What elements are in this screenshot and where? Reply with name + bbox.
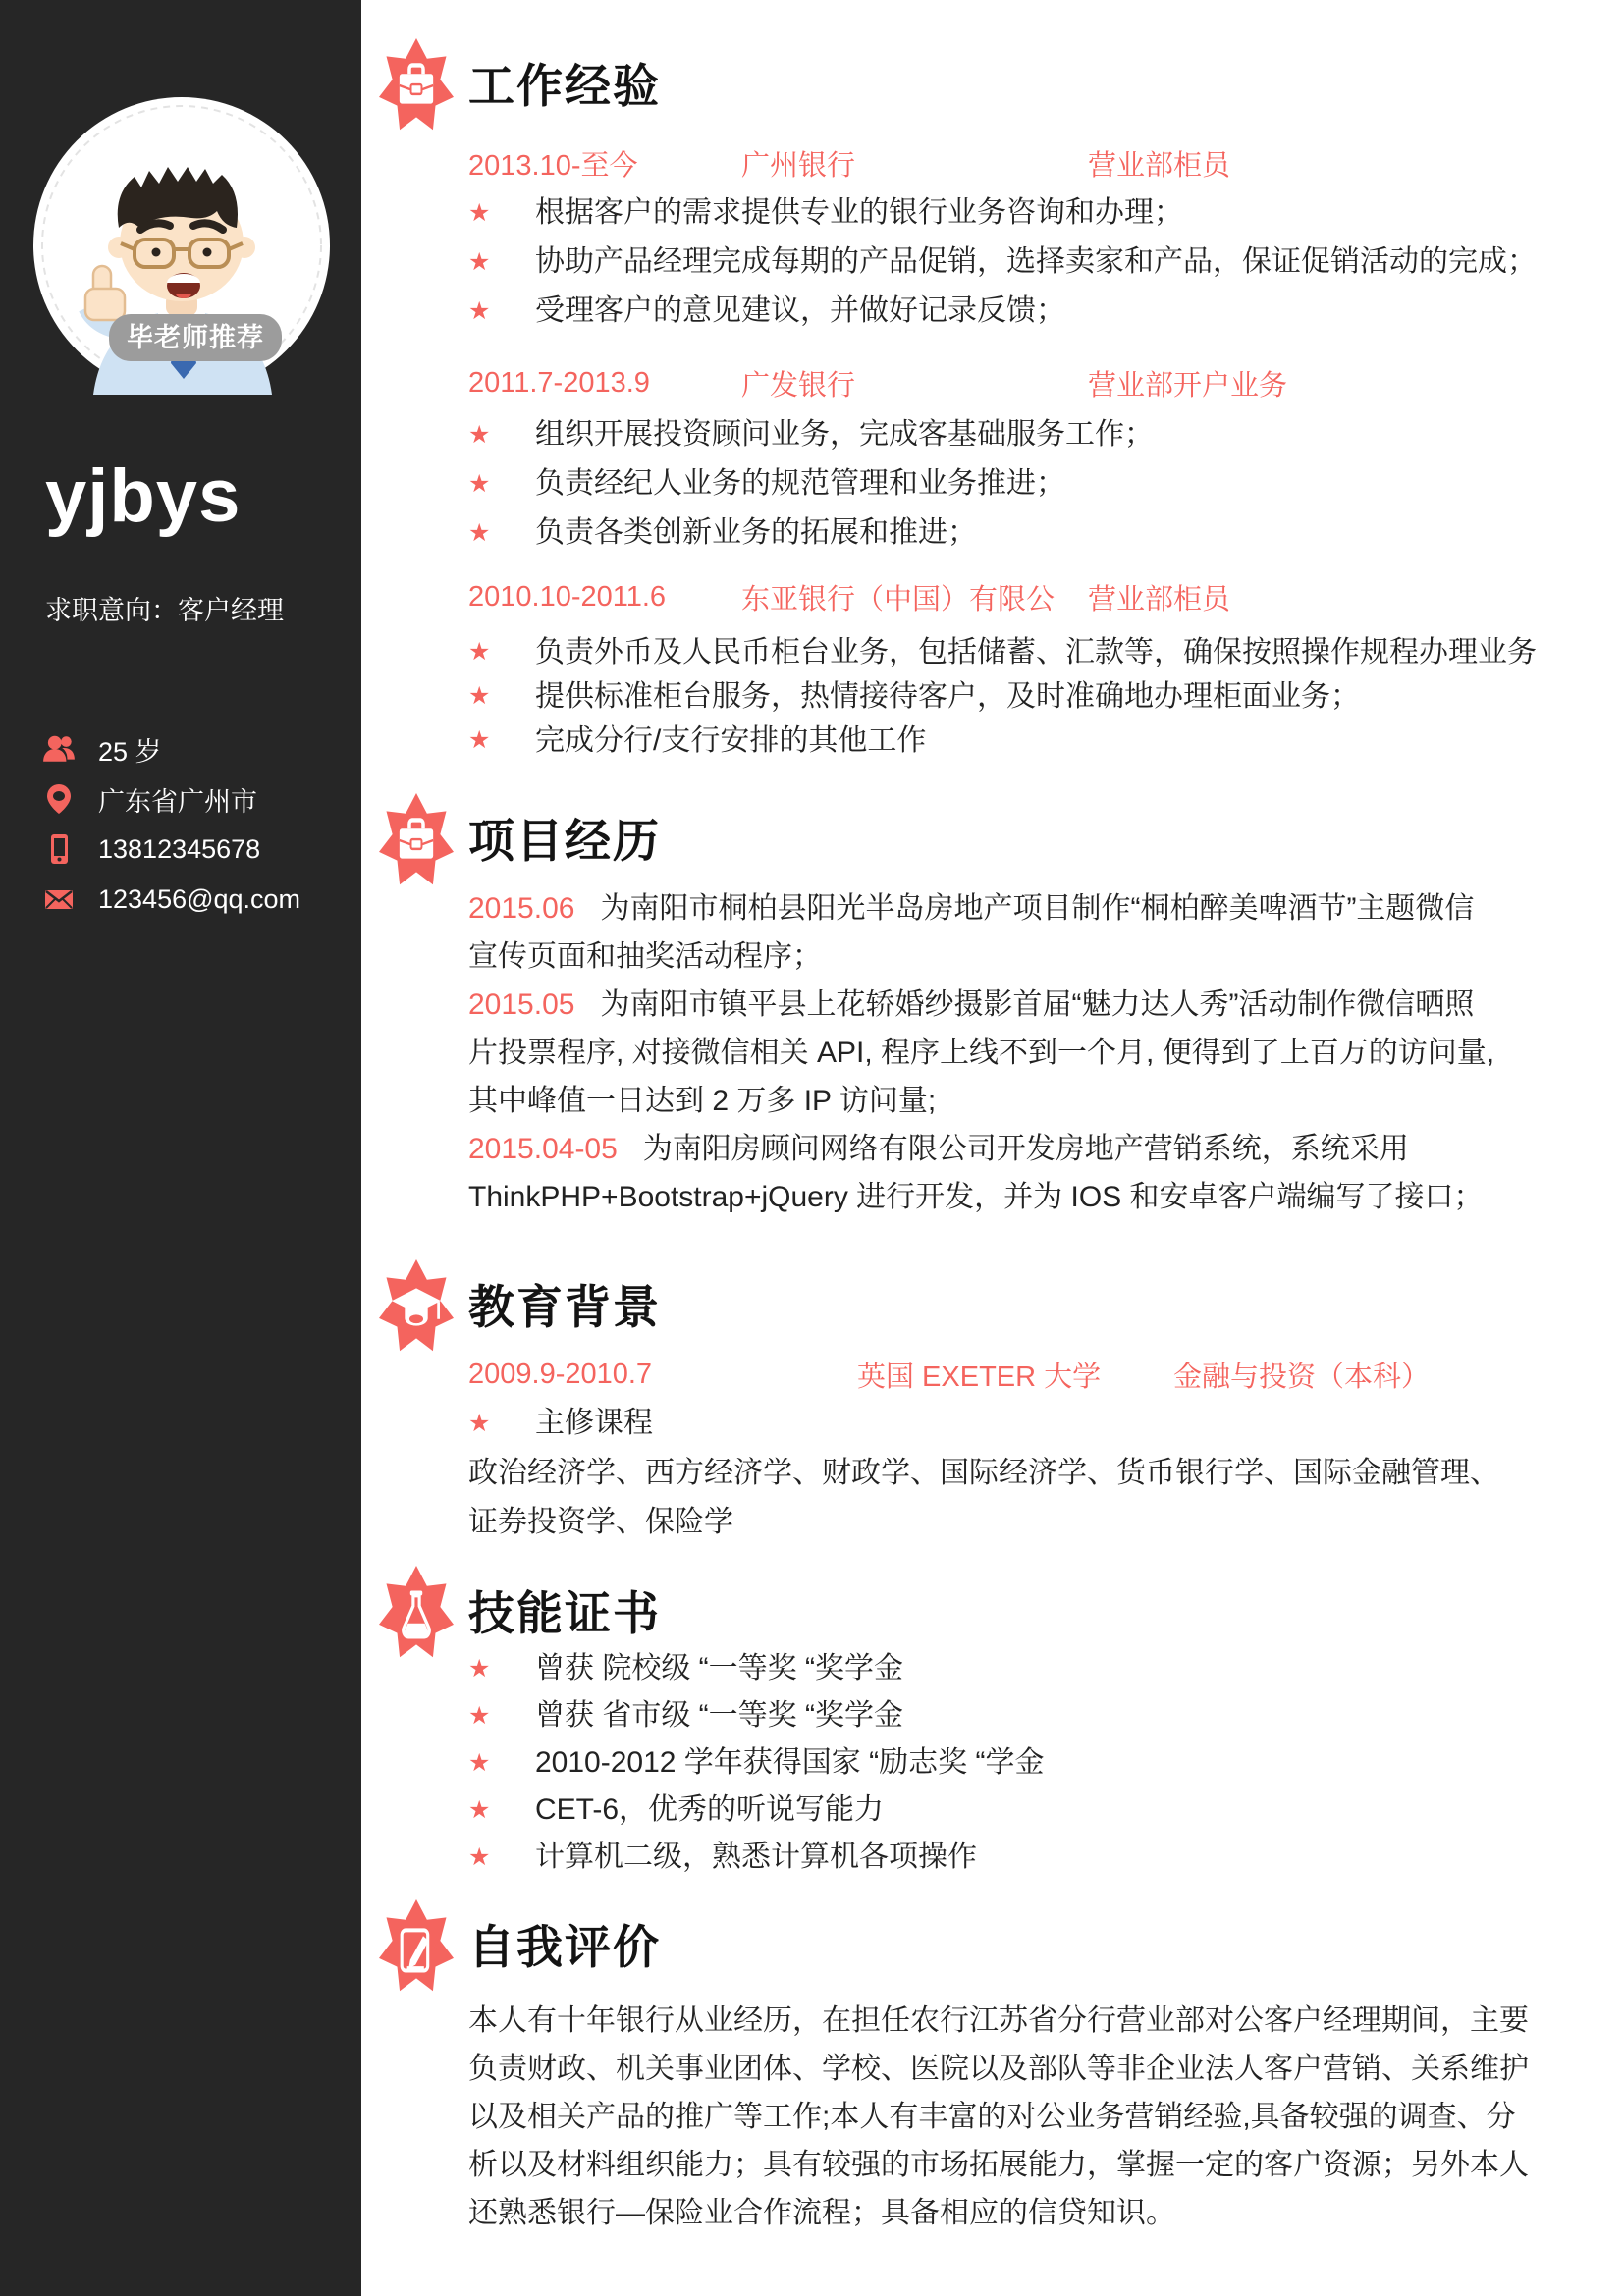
candidate-name: yjbys [45,454,242,538]
bullet-item [468,508,1600,558]
bullet-text: 根据客户的需求提供专业的银行业务咨询和办理； [535,196,1183,229]
bullet-text: 计算机二级，熟悉计算机各项操作 [535,1841,977,1873]
project-list [468,884,1600,1221]
star-bullet-icon: ★ [468,297,491,325]
project-text: 为南阳市桐柏县阳光半岛房地产项目制作“桐柏醉美啤酒节”主题微信 [600,892,1475,925]
section-self-evaluation [468,1916,1600,2237]
phone-icon [39,830,79,868]
section-title-education: 教育背景 [468,1281,661,1333]
education-period: 2009.9-2010.7 [468,1358,653,1390]
section-work-experience [468,55,1600,763]
evaluation-line: 本人有十年银行从业经历，在担任农行江苏省分行营业部对公客户经理期间，主要 [468,2004,1529,2037]
briefcase-badge-icon [378,793,455,889]
bullet-text: 负责各类创新业务的拓展和推进； [535,516,977,549]
job-role: 营业部开户业务 [1088,369,1288,401]
bullet-text: 受理客户的意见建议，并做好记录反馈； [535,294,1065,327]
education-header-row [468,1355,1600,1394]
star-bullet-icon: ★ [468,421,491,449]
job-role: 营业部柜员 [1088,149,1231,182]
job-company: 广州银行 [741,149,856,182]
star-bullet-icon: ★ [468,638,491,666]
course-line: 政治经济学、西方经济学、财政学、国际经济学、货币银行学、国际金融管理、 [468,1457,1499,1489]
star-bullet-icon: ★ [468,1410,491,1437]
bullet-item [468,674,1600,719]
project-period: 2015.05 [468,988,575,1021]
project-line: 其中峰值一日达到 2 万多 IP 访问量; [468,1085,937,1117]
contact-phone: 13812345678 [98,833,261,864]
star-bullet-icon: ★ [468,519,491,547]
bullet-text: 曾获 院校级 “一等奖 “奖学金 [535,1652,903,1684]
bullet-text: 组织开展投资顾问业务，完成客基础服务工作； [535,418,1154,451]
bullet-item [468,1645,1600,1692]
contact-age: 25 岁 [98,736,162,767]
star-bullet-icon: ★ [468,1702,491,1730]
job-header-row [468,143,1600,183]
project-period: 2015.06 [468,892,575,925]
contact-email: 123456@qq.com [98,883,301,914]
bullet-text: 完成分行/支行安排的其他工作 [535,724,927,757]
contact-row-email [39,881,300,918]
education-school: 英国 EXETER 大学 [857,1361,1102,1393]
work-section-header [468,55,1600,118]
job-company: 广发银行 [741,369,856,401]
graduation-cap-badge-icon [378,1259,455,1356]
skills-section-header [468,1582,1600,1645]
avatar [32,96,331,395]
bullet-item [468,1787,1600,1834]
bullet-text: 负责外币及人民币柜台业务，包括储蓄、汇款等，确保按照操作规程办理业务 [535,636,1537,668]
project-text: 为南阳市镇平县上花轿婚纱摄影首届“魅力达人秀”活动制作微信晒照 [600,988,1475,1021]
star-bullet-icon: ★ [468,682,491,710]
job-role: 营业部柜员 [1088,583,1231,615]
job-intention: 求职意向：客户经理 [45,596,284,625]
contact-list [39,730,300,931]
project-line [468,1125,1600,1173]
bullet-item [468,630,1600,674]
star-bullet-icon: ★ [468,1749,491,1777]
bullet-text: 负责经纪人业务的规范管理和业务推进； [535,467,1065,500]
project-text: 为南阳房顾问网络有限公司开发房地产营销系统，系统采用 [642,1133,1409,1165]
pencil-note-badge-icon [378,1899,455,1996]
section-education [468,1276,1600,1547]
star-bullet-icon: ★ [468,726,491,754]
evaluation-line: 以及相关产品的推广等工作;本人有丰富的对公业务营销经验,具备较强的调查、分 [468,2101,1516,2133]
resume-body [361,0,1624,2296]
bullet-text: 协助产品经理完成每期的产品促销，选择卖家和产品，保证促销活动的完成； [535,245,1537,278]
section-title-work: 工作经验 [468,60,661,112]
bullet-item [468,188,1600,238]
project-line: 宣传页面和抽奖活动程序； [468,940,822,973]
course-list [468,1449,1600,1547]
contact-location: 广东省广州市 [98,786,257,817]
job-bullet-list [468,410,1600,558]
flask-badge-icon [378,1566,455,1662]
project-line [468,884,1600,933]
education-section-header [468,1276,1600,1339]
job-company: 东亚银行（中国）有限公 [741,583,1056,615]
contact-row-age [39,730,300,768]
job-period: 2011.7-2013.9 [468,366,650,399]
bullet-item [468,238,1600,287]
evaluation-line: 析以及材料组织能力；具有较强的市场拓展能力，掌握一定的客户资源；另外本人 [468,2149,1529,2181]
section-skills [468,1582,1600,1881]
avatar-ribbon-badge: 毕老师推荐 [109,314,282,361]
education-courses-label: 主修课程 [535,1407,653,1439]
bullet-text: 曾获 省市级 “一等奖 “奖学金 [535,1699,903,1732]
education-degree: 金融与投资（本科） [1173,1361,1431,1393]
star-bullet-icon: ★ [468,1843,491,1871]
bullet-item [468,410,1600,459]
section-projects [468,810,1600,1221]
project-line: 片投票程序, 对接微信相关 API, 程序上线不到一个月, 便得到了上百万的访问量, [468,1037,1495,1069]
bullet-item [468,287,1600,336]
job-header-row [468,363,1600,402]
job-header-row [468,577,1600,616]
job-bullet-list [468,188,1600,336]
star-bullet-icon: ★ [468,248,491,276]
bullet-item [468,1692,1600,1739]
bullet-item [468,1834,1600,1881]
evaluation-line: 负责财政、机关事业团体、学校、医院以及部队等非企业法人客户营销、关系维护 [468,2053,1529,2085]
bullet-text: 提供标准柜台服务，热情接待客户，及时准确地办理柜面业务； [535,680,1360,713]
job-bullet-list [468,630,1600,763]
project-line [468,981,1600,1029]
contact-row-phone [39,830,300,868]
project-line: ThinkPHP+Bootstrap+jQuery 进行开发，并为 IOS 和安卓客户端编写了接口； [468,1181,1484,1213]
section-title-skills: 技能证书 [468,1587,661,1639]
age-users-icon [39,730,79,768]
job-period: 2013.10-至今 [468,149,638,182]
email-icon [39,881,79,918]
star-bullet-icon: ★ [468,199,491,227]
bullet-text: CET-6，优秀的听说写能力 [535,1793,885,1826]
sidebar [0,0,361,2296]
course-line: 证券投资学、保险学 [468,1506,733,1538]
section-title-evaluation: 自我评价 [468,1921,661,1973]
section-title-projects: 项目经历 [468,815,661,867]
skill-list [468,1645,1600,1881]
star-bullet-icon: ★ [468,1796,491,1824]
star-bullet-icon: ★ [468,470,491,498]
education-bullet-row [468,1402,1600,1445]
projects-section-header [468,810,1600,873]
bullet-item [468,1739,1600,1787]
briefcase-badge-icon [378,38,455,134]
evaluation-paragraph [468,1997,1600,2237]
evaluation-line: 还熟悉银行—保险业合作流程；具备相应的信贷知识。 [468,2197,1175,2229]
bullet-item [468,719,1600,763]
project-period: 2015.04-05 [468,1133,618,1165]
job-period: 2010.10-2011.6 [468,580,667,613]
location-pin-icon [39,780,79,818]
bullet-item [468,459,1600,508]
bullet-text: 2010-2012 学年获得国家 “励志奖 “学金 [535,1746,1045,1779]
contact-row-location [39,780,300,818]
star-bullet-icon: ★ [468,1655,491,1682]
evaluation-section-header [468,1916,1600,1979]
